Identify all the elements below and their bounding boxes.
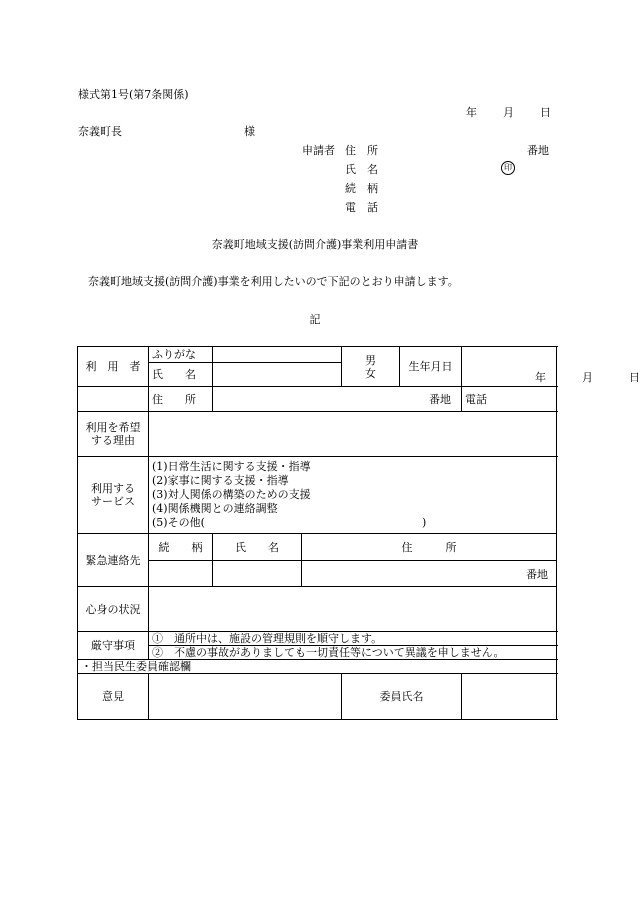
birth-label: 生年月日 — [400, 347, 462, 387]
gender-male: 男 — [365, 353, 376, 367]
furigana-field[interactable] — [213, 347, 342, 363]
rules-label: 厳守事項 — [78, 632, 149, 660]
furigana-label: ふりがな — [149, 347, 213, 363]
emergency-relation-header: 続 柄 — [149, 534, 213, 561]
service-option-other[interactable]: (5)その他( ) — [152, 516, 427, 529]
address-field[interactable]: 番地 — [213, 387, 462, 412]
condition-field[interactable] — [149, 587, 557, 632]
date-day-label: 日 — [540, 106, 551, 119]
addressee: 奈義町長 — [78, 125, 122, 138]
gender-female: 女 — [365, 366, 376, 380]
document-title: 奈義町地域支援(訪問介護)事業利用申請書 — [211, 238, 419, 251]
emergency-label: 緊急連絡先 — [78, 534, 149, 587]
reason-field[interactable] — [149, 412, 557, 457]
emergency-name-field[interactable] — [213, 561, 302, 587]
opinion-label: 意見 — [78, 674, 149, 720]
user-address-blank — [78, 387, 149, 412]
service-label: 利用する サービス — [78, 457, 149, 534]
application-table — [77, 346, 640, 720]
user-label: 利 用 者 — [78, 347, 149, 387]
service-list — [149, 457, 557, 534]
rule-item: ② 不慮の事故がありましても一切責任等について異議を申しません。 — [149, 646, 557, 660]
commissioner-name-label: 委員氏名 — [342, 674, 462, 720]
emergency-address-header: 住 所 — [302, 534, 557, 561]
name-label: 氏 名 — [149, 363, 213, 387]
reason-label: 利用を希望 する理由 — [78, 412, 149, 457]
rule-item: ① 通所中は、施設の管理規則を順守します。 — [149, 632, 557, 646]
address-label: 住 所 — [149, 387, 213, 412]
date-year-label: 年 — [466, 106, 477, 119]
gender-cell[interactable] — [342, 347, 400, 387]
birth-date-field[interactable]: 年 月 日 — [462, 347, 557, 387]
ki-mark: 記 — [309, 313, 321, 326]
commissioner-section-label: ・担当民生委員確認欄 — [78, 660, 557, 674]
intro-text: 奈義町地域支援(訪問介護)事業を利用したいので下記のとおり申請します。 — [88, 275, 459, 288]
addressee-suffix: 様 — [244, 125, 255, 138]
date-month-label: 月 — [503, 106, 514, 119]
condition-label: 心身の状況 — [78, 587, 149, 632]
commissioner-name-field[interactable] — [462, 674, 557, 720]
service-option[interactable]: (4)関係機関との連絡調整 — [152, 502, 278, 515]
emergency-relation-field[interactable] — [149, 561, 213, 587]
service-option[interactable]: (3)対人関係の構築のための支援 — [152, 488, 311, 501]
user-phone-field[interactable]: 電話 — [462, 387, 557, 412]
service-option[interactable]: (2)家事に関する支援・指導 — [152, 474, 289, 487]
emergency-address-field[interactable]: 番地 — [302, 561, 557, 587]
seal-icon: 印 — [501, 161, 515, 175]
name-field[interactable] — [213, 363, 342, 387]
form-number: 様式第1号(第7条関係) — [78, 88, 189, 101]
service-option[interactable]: (1)日常生活に関する支援・指導 — [152, 460, 311, 473]
opinion-field[interactable] — [149, 674, 342, 720]
applicant-banchi: 番地 — [527, 144, 549, 157]
applicant-label: 申請者 — [302, 144, 335, 157]
emergency-name-header: 氏 名 — [213, 534, 302, 561]
